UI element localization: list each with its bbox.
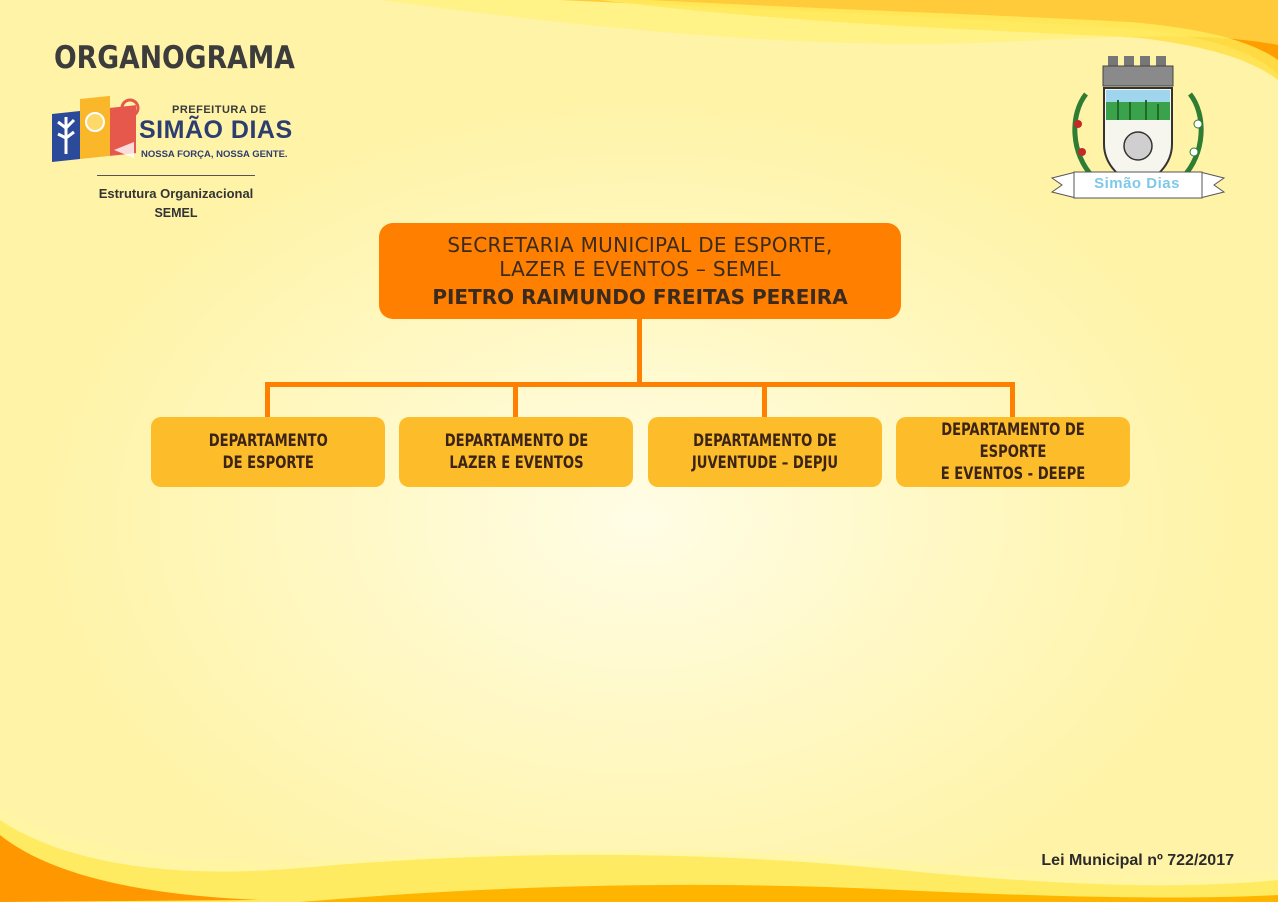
connector-trunk — [637, 319, 642, 385]
department-box — [399, 417, 633, 487]
connector-branch — [513, 382, 518, 418]
department-label: DEPARTAMENTO DE ESPORTE — [208, 431, 328, 473]
logo-prefix: PREFEITURA DE — [172, 104, 267, 116]
secretariat-title-line2: LAZER E EVENTOS – SEMEL — [499, 257, 781, 281]
connector-branch — [265, 382, 270, 418]
logo-slogan: NOSSA FORÇA, NOSSA GENTE. — [141, 149, 288, 160]
crest-label: Simão Dias — [1094, 175, 1180, 192]
structure-acronym: SEMEL — [154, 206, 198, 220]
secretariat-box — [379, 223, 901, 319]
connector-horizontal — [265, 382, 1015, 387]
department-box — [648, 417, 882, 487]
structure-label: Estrutura Organizacional — [98, 186, 254, 201]
department-label: DEPARTAMENTO DE LAZER E EVENTOS — [444, 431, 588, 473]
department-box — [896, 417, 1130, 487]
department-label: DEPARTAMENTO DE ESPORTE E EVENTOS - DEEPE — [940, 420, 1086, 484]
secretary-name: PIETRO RAIMUNDO FREITAS PEREIRA — [432, 285, 848, 309]
department-label: DEPARTAMENTO DE JUVENTUDE – DEPJU — [691, 431, 839, 473]
connector-branch — [1010, 382, 1015, 418]
logo-name: SIMÃO DIAS — [139, 116, 293, 144]
law-reference: Lei Municipal nº 722/2017 — [1041, 852, 1234, 869]
page-title: ORGANOGRAMA — [54, 40, 295, 76]
connector-branch — [762, 382, 767, 418]
secretariat-title-line1: SECRETARIA MUNICIPAL DE ESPORTE, — [447, 233, 833, 257]
header-divider — [97, 175, 255, 176]
department-box — [151, 417, 385, 487]
